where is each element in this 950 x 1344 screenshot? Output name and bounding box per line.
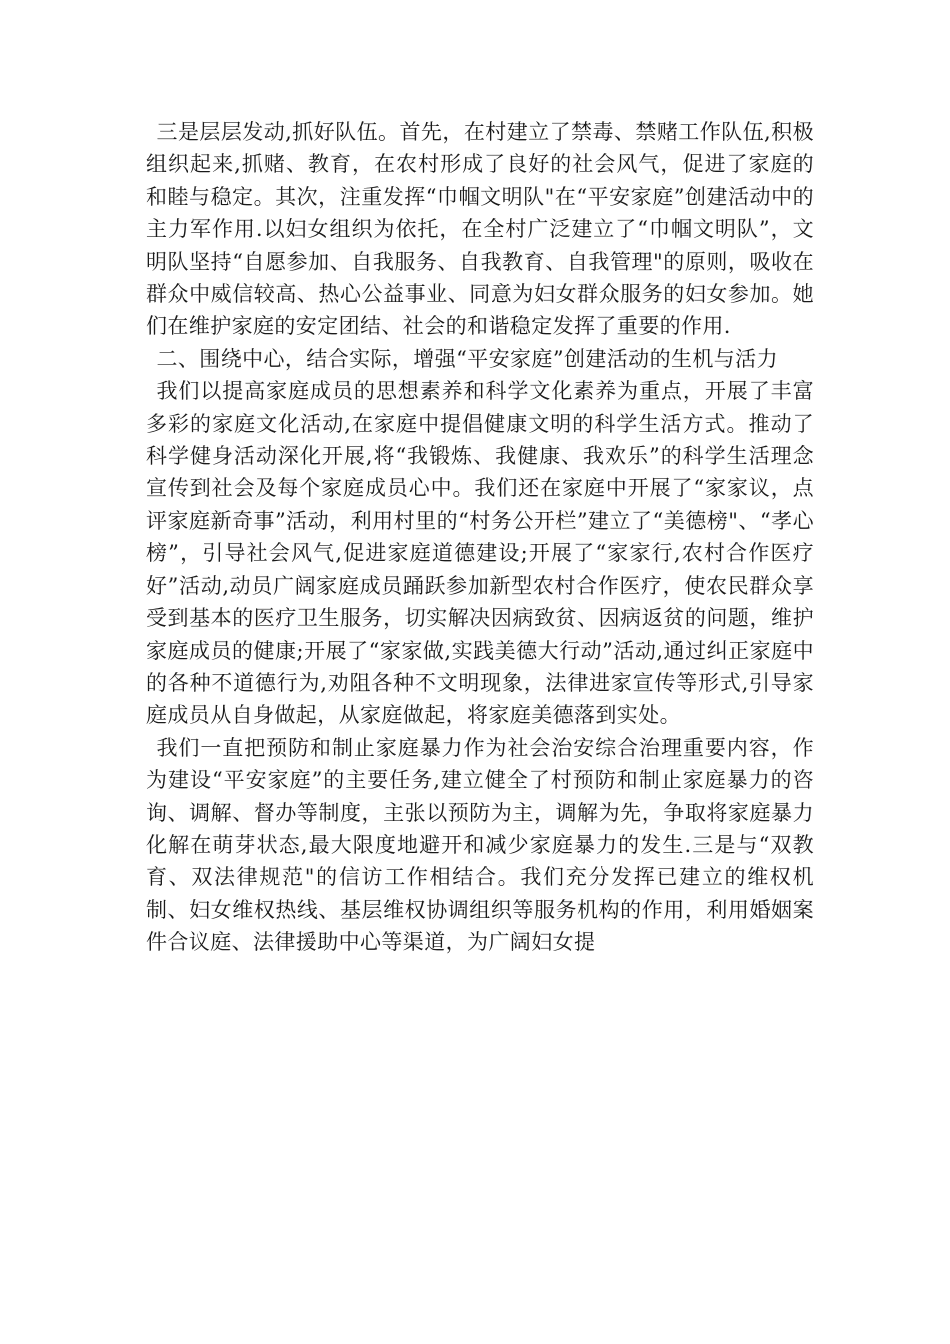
section-heading: 二、围绕中心，结合实际，增强“平安家庭”创建活动的生机与活力 bbox=[156, 346, 778, 371]
paragraph-team-building: 三是层层发动,抓好队伍。首先，在村建立了禁毒、禁赌工作队伍,积极组织起来,抓赌、教育，在农村形成了良好的社会风气，促进了家庭的和睦与稳定。其次，注重发挥“巾帼文明队"在“平安家庭”创建活动中的主力军作用.以妇女组织为依托，在全村广泛建立了“巾帼文明队”，文明队坚持“自愿参加、自我服务、自我教育、自我管理"的原则，吸收在群众中威信较高、热心公益事业、同意为妇女群众服务的妇女参加。她们在维护家庭的安定团结、社会的和谐稳定发挥了重要的作用. bbox=[146, 120, 814, 339]
paragraph-family-culture: 我们以提高家庭成员的思想素养和科学文化素养为重点，开展了丰富多彩的家庭文化活动,在家庭中提倡健康文明的科学生活方式。推动了科学健身活动深化开展,将“我锻炼、我健康、我欢乐”的科学生活理念宣传到社会及每个家庭成员心中。我们还在家庭中开展了“家家议，点评家庭新奇事”活动，利用村里的“村务公开栏”建立了“美德榜"、“孝心榜”，引导社会风气,促进家庭道德建设;开展了“家家行,农村合作医疗好”活动,动员广阔家庭成员踊跃参加新型农村合作医疗，使农民群众享受到基本的医疗卫生服务，切实解决因病致贫、因病返贫的问题，维护家庭成员的健康;开展了“家家做,实践美德大行动”活动,通过纠正家庭中的各种不道德行为,劝阻各种不文明现象，法律进家宣传等形式,引导家庭成员从自身做起，从家庭做起，将家庭美德落到实处。 bbox=[146, 379, 814, 728]
document-page bbox=[146, 116, 814, 959]
paragraph-domestic-violence: 我们一直把预防和制止家庭暴力作为社会治安综合治理重要内容，作为建设“平安家庭”的主要任务,建立健全了村预防和制止家庭暴力的咨询、调解、督办等制度，主张以预防为主，调解为先，争取将家庭暴力化解在萌芽状态,最大限度地避开和减少家庭暴力的发生.三是与“双教育、双法律规范"的信访工作相结合。我们充分发挥已建立的维权机制、妇女维权热线、基层维权协调组织等服务机构的作用，利用婚姻案件合议庭、法律援助中心等渠道，为广阔妇女提 bbox=[146, 735, 814, 955]
